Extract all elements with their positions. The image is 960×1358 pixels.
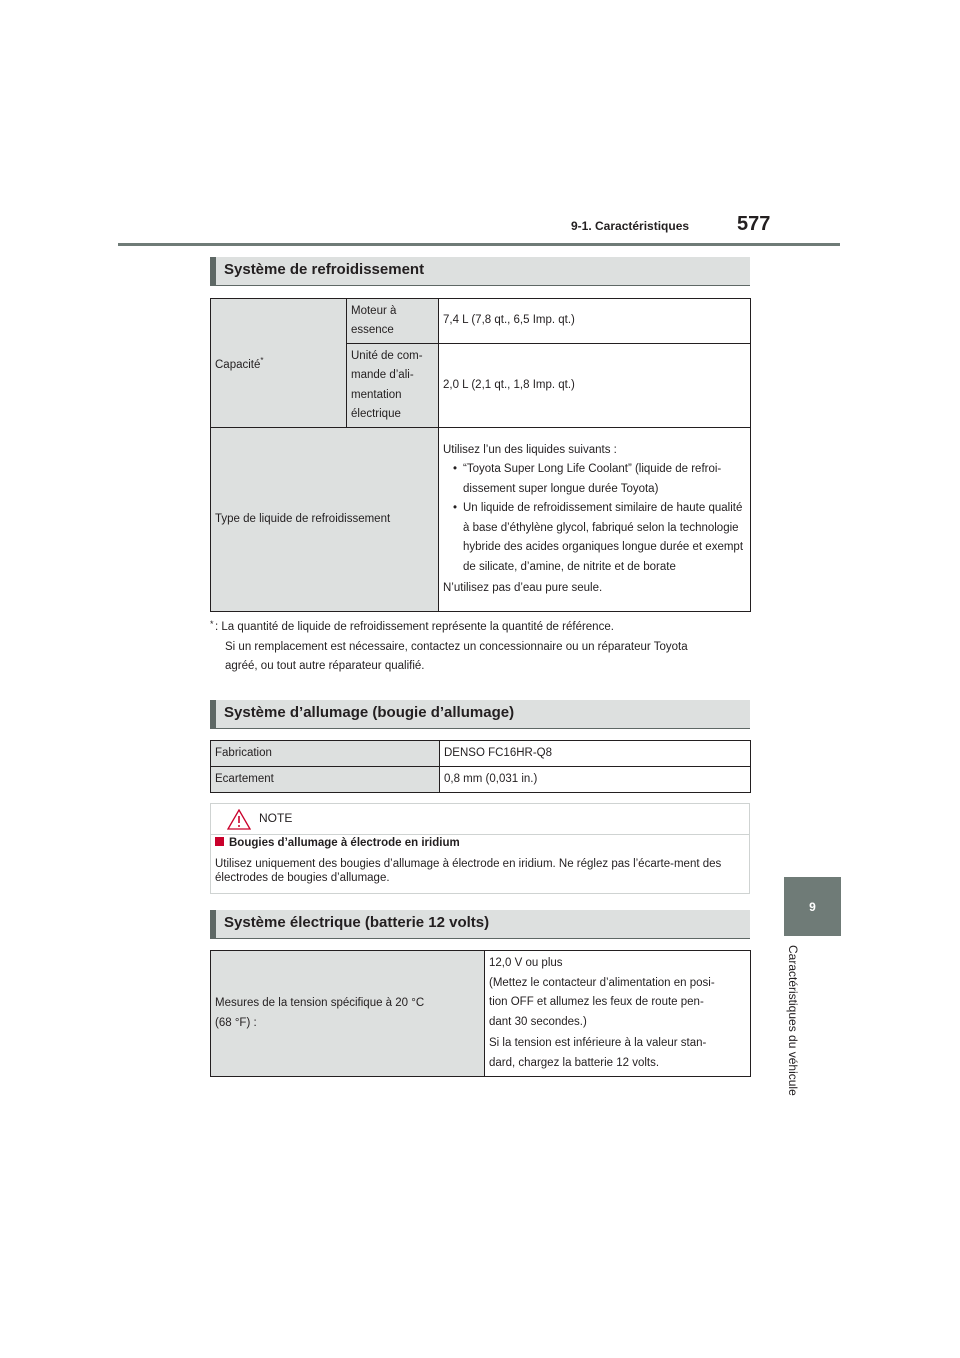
table-row: [211, 767, 751, 793]
table-row: [211, 951, 751, 1077]
chapter-label: Caractéristiques du véhicule: [786, 945, 800, 1096]
section-title: 9-1. Caractéristiques: [571, 219, 690, 233]
page-number: 577: [737, 213, 771, 235]
coolant-type-label: Type de liquide de refroidissement: [211, 428, 439, 612]
square-bullet-icon: [215, 837, 224, 846]
voltage-value: 12,0 V ou plus (Mettez le contacteur d’alimentation en posi- tion OFF et allumez les feux de route pen- dant 30 secondes.) Si la tension est inférieure à la valeur stan- dard, chargez la batterie 12 volts.: [485, 951, 751, 1077]
voltage-label: Mesures de la tension spécifique à 20 °C (68 °F) :: [211, 951, 485, 1077]
coolant-type-value: Utilisez l’un des liquides suivants : • “Toyota Super Long Life Coolant” (liquide de refroi-dissement super longue durée Toyota) • Un liquide de refroidissement similaire de haute qualité à base d’éthylène glycol, fabriqué selon la technologie hybride des acides organiques longue durée et exempt de silicate, d’amine, de nitrite et de borate N’utilisez pas d’eau pure seule.: [439, 428, 751, 612]
gas-engine-capacity: 7,4 L (7,8 qt., 6,5 Imp. qt.): [439, 299, 751, 344]
warning-icon: [227, 809, 251, 830]
ignition-table: [210, 740, 751, 793]
capacity-label: Capacité*: [211, 299, 347, 428]
list-item: • Un liquide de refroidissement similaire de haute qualité à base d’éthylène glycol, fabriqué selon la technologie hybride des acides organiques longue durée et exempt de silicate, d’amine, de nitrite et de borate: [453, 502, 744, 573]
electrical-table: [210, 950, 751, 1077]
manufacturer-value: DENSO FC16HR-Q8: [440, 741, 751, 767]
chapter-number: 9: [809, 899, 816, 914]
note-body: Utilisez uniquement des bougies d’allumage à électrode en iridium. Ne réglez pas l’écarte-ment des électrodes de bougies d’allumage.: [215, 858, 722, 884]
power-unit-label: Unité de com- mande d’ali- mentation électrique: [347, 344, 439, 428]
header-rule: [118, 243, 840, 246]
power-unit-capacity: 2,0 L (2,1 qt., 1,8 Imp. qt.): [439, 344, 751, 428]
gas-engine-label: Moteur à essence: [347, 299, 439, 344]
note-box: [210, 803, 750, 894]
capacity-footnote: * : La quantité de liquide de refroidissement représente la quantité de référence. Si un remplacement est nécessaire, contactez un concessionnaire ou un réparateur Toyota agréé, ou tout autre réparateur qualifié.: [210, 619, 688, 672]
ignition-section-heading: Système d’allumage (bougie d’allumage): [210, 700, 750, 729]
cooling-table: [210, 298, 751, 612]
coolant-list: [443, 460, 746, 577]
note-title: Bougies d’allumage à électrode en iridium: [215, 837, 460, 849]
note-header: [211, 804, 749, 835]
table-row: [211, 741, 751, 767]
note-label: NOTE: [259, 811, 293, 825]
manufacturer-label: Fabrication: [211, 741, 440, 767]
cooling-section-heading: Système de refroidissement: [210, 257, 750, 286]
electrical-section-heading: Système électrique (batterie 12 volts): [210, 910, 750, 939]
gap-label: Ecartement: [211, 767, 440, 793]
gap-value: 0,8 mm (0,031 in.): [440, 767, 751, 793]
chapter-tab[interactable]: [784, 877, 841, 936]
list-item: • “Toyota Super Long Life Coolant” (liquide de refroi-dissement super longue durée Toyota): [453, 463, 722, 495]
